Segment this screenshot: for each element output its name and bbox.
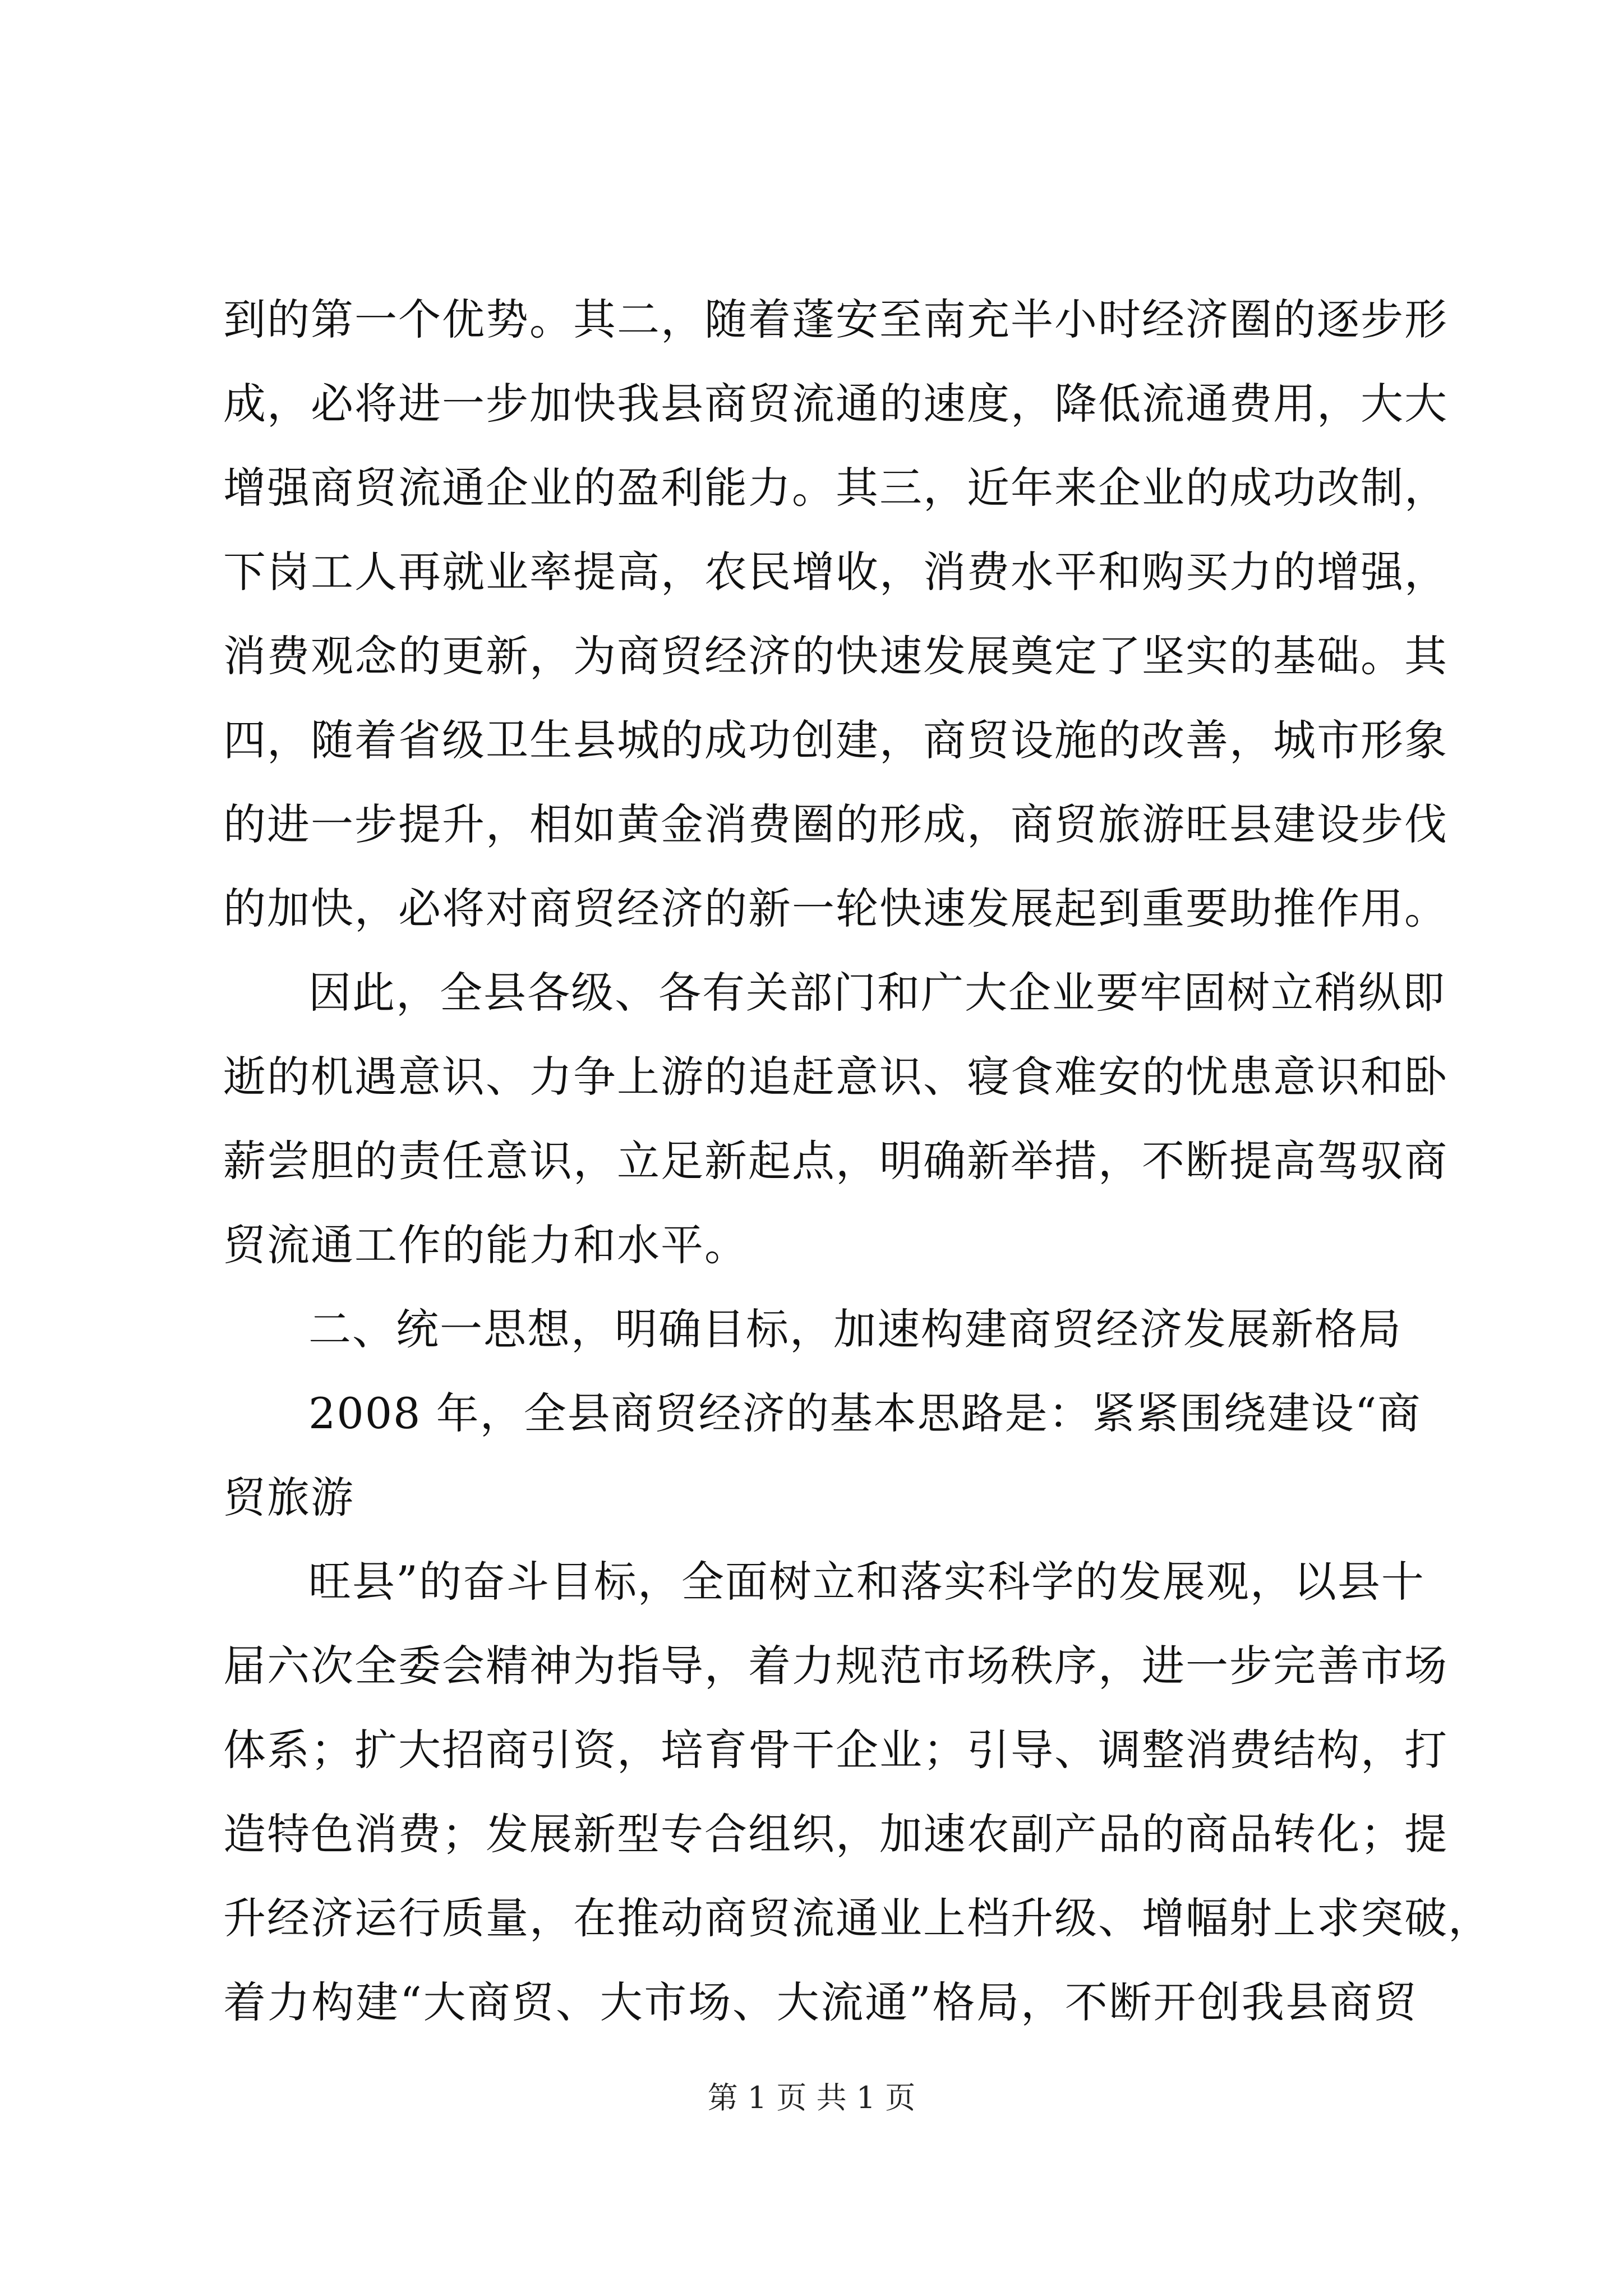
- text-line: 逝的机遇意识、力争上游的追赶意识、寝食难安的忧患意识和卧: [223, 1052, 1448, 1102]
- text-line: 体系；扩大招商引资，培育骨干企业；引导、调整消费结构，打: [223, 1725, 1448, 1775]
- text-line: 着力构建“大商贸、大市场、大流通”格局，不断开创我县商贸: [223, 1977, 1418, 2027]
- paragraph-start-line: 旺县”的奋斗目标，全面树立和落实科学的发展观，以县十: [308, 1557, 1425, 1607]
- text-line: 增强商贸流通企业的盈利能力。其三，近年来企业的成功改制，: [223, 463, 1448, 513]
- text-line: 贸流通工作的能力和水平。: [223, 1220, 748, 1270]
- text-line: 成，必将进一步加快我县商贸流通的速度，降低流通费用，大大: [223, 379, 1448, 429]
- text-line: 薪尝胆的责任意识，立足新起点，明确新举措，不断提高驾驭商: [223, 1136, 1448, 1186]
- document-body: [223, 289, 1492, 2056]
- page-number-footer: 第 1 页 共 1 页: [707, 2080, 916, 2115]
- text-line: 造特色消费；发展新型专合组织，加速农副产品的商品转化；提: [223, 1809, 1448, 1859]
- text-line: 届六次全委会精神为指导，着力规范市场秩序，进一步完善市场: [223, 1641, 1448, 1691]
- text-line: 到的第一个优势。其二，随着蓬安至南充半小时经济圈的逐步形: [223, 295, 1448, 344]
- text-line: 的加快，必将对商贸经济的新一轮快速发展起到重要助推作用。: [223, 884, 1448, 933]
- text-line: 贸旅游: [223, 1473, 354, 1522]
- text-line: 四，随着省级卫生县城的成功创建，商贸设施的改善，城市形象: [223, 715, 1448, 765]
- text-line: 的进一步提升，相如黄金消费圈的形成，商贸旅游旺县建设步伐: [223, 799, 1448, 849]
- text-line: 下岗工人再就业率提高，农民增收，消费水平和购买力的增强，: [223, 547, 1448, 597]
- paragraph-start-line: 因此，全县各级、各有关部门和广大企业要牢固树立稍纵即: [308, 968, 1446, 1018]
- text-line: 消费观念的更新，为商贸经济的快速发展奠定了坚实的基础。其: [223, 631, 1448, 681]
- text-line: 升经济运行质量，在推动商贸流通业上档升级、增幅射上求突破，: [223, 1893, 1492, 1943]
- section-heading: 二、统一思想，明确目标，加速构建商贸经济发展新格局: [308, 1304, 1402, 1354]
- paragraph-start-line: 2008 年，全县商贸经济的基本思路是：紧紧围绕建设“商: [308, 1388, 1422, 1438]
